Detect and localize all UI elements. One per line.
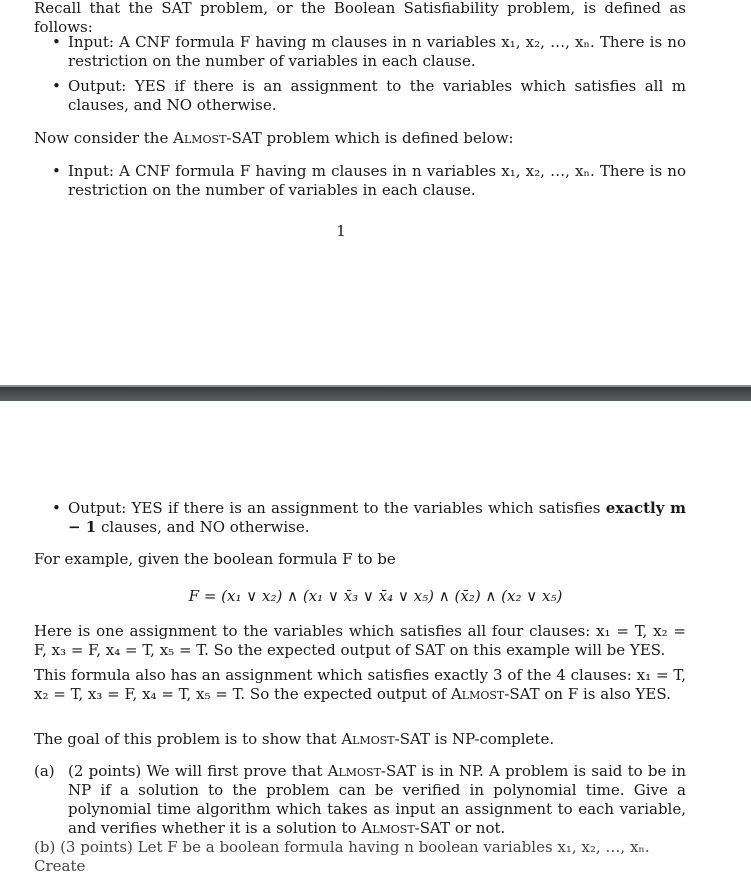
almost-sat-name: Almost-SAT <box>450 685 540 703</box>
part-a-mid: is in NP. A problem is said to be in NP if a solution to the problem can be verified in polynomial time. Give a polynomial time algorithm which takes as input an assignment to each variable, and verifies whether it is a solution to <box>68 762 686 837</box>
part-a-pre: (2 points) We will first prove that <box>68 762 328 780</box>
bullet-icon: • <box>52 499 61 517</box>
almost-output-item <box>68 499 686 537</box>
sat-output-item: Output: YES if there is an assignment to the variables which satisfies all m clauses, and NO otherwise. <box>68 77 686 114</box>
bullet-icon: • <box>52 77 61 95</box>
example-almost-sat <box>34 666 686 704</box>
bullet-icon: • <box>52 33 61 51</box>
page-separator <box>0 385 751 401</box>
almost-sat-intro <box>34 129 686 148</box>
almost-output-pre: Output: YES if there is an assignment to the variables which satisfies <box>68 499 606 517</box>
almost-intro-post: problem which is defined below: <box>261 129 514 147</box>
almost-sat-name: Almost-SAT <box>173 129 262 147</box>
goal-statement <box>34 730 686 749</box>
page-number: 1 <box>336 222 346 240</box>
almost-sat-name: Almost-SAT <box>361 819 451 837</box>
document-page-1 <box>0 0 751 385</box>
part-a-text <box>68 762 686 838</box>
almost-sat-name: Almost-SAT <box>327 762 417 780</box>
sat-intro: Recall that the SAT problem, or the Boolean Satisfiability problem, is defined as follows: <box>34 0 686 36</box>
goal-pre: The goal of this problem is to show that <box>34 730 342 748</box>
example-almost-post: on F is also YES. <box>539 685 671 703</box>
example-intro: For example, given the boolean formula F to be <box>34 550 396 568</box>
sat-input-item: Input: A CNF formula F having m clauses in n variables x₁, x₂, …, xₙ. There is no restriction on the number of variables in each clause. <box>68 33 686 70</box>
almost-sat-name: Almost-SAT <box>341 730 430 748</box>
part-b-cut-off: (b) (3 points) Let F be a boolean formula having n boolean variables x₁, x₂, …, xₙ. Create <box>34 838 650 875</box>
part-a-label: (a) <box>34 762 55 780</box>
part-a-post: or not. <box>450 819 506 837</box>
almost-output-bold: exactly m − 1 <box>68 499 686 536</box>
bullet-icon: • <box>52 162 61 180</box>
formula: F = (x₁ ∨ x₂) ∧ (x₁ ∨ x̄₃ ∨ x̄₄ ∨ x₅) ∧ (x̄₂) ∧ (x₂ ∨ x₅) <box>188 587 563 605</box>
almost-input-item: Input: A CNF formula F having m clauses in n variables x₁, x₂, …, xₙ. There is no restriction on the number of variables in each clause. <box>68 162 686 199</box>
example-almost-pre: This formula also has an assignment which satisfies exactly 3 of the 4 clauses: x₁ = T, x₂ = T, x₃ = F, x₄ = T, x₅ = T. So the expected output of <box>34 666 686 703</box>
example-sat: Here is one assignment to the variables which satisfies all four clauses: x₁ = T, x₂ = F, x₃ = F, x₄ = T, x₅ = T. So the expected output of SAT on this example will be YES. <box>34 622 686 659</box>
goal-post: is NP-complete. <box>430 730 555 748</box>
almost-intro-pre: Now consider the <box>34 129 174 147</box>
almost-output-post: clauses, and NO otherwise. <box>96 518 310 536</box>
